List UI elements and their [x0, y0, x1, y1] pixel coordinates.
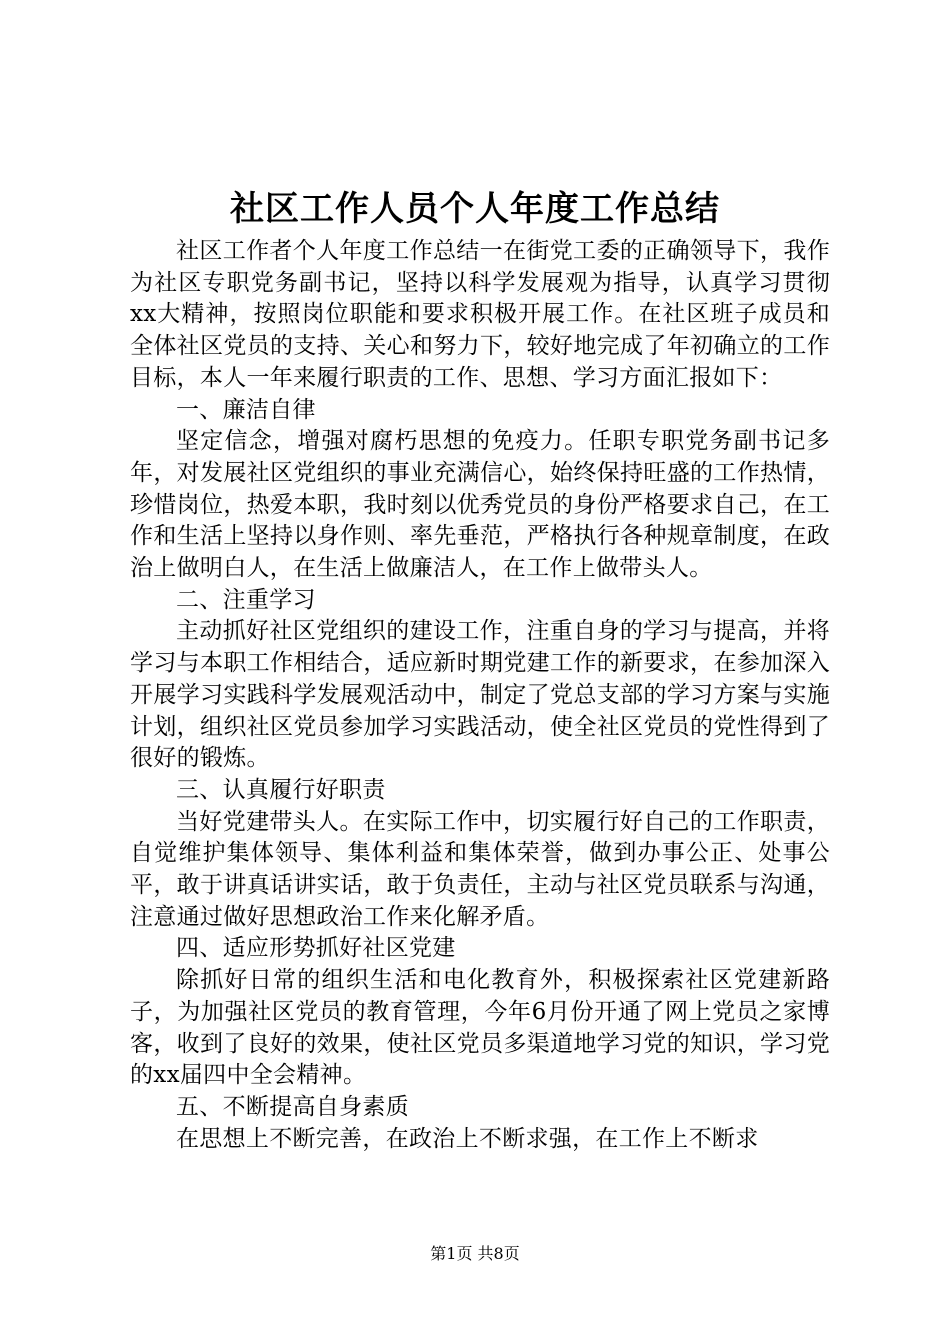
section-paragraph-1: 坚定信念，增强对腐朽思想的免疫力。任职专职党务副书记多年，对发展社区党组织的事业充满信心，始终保持旺盛的工作热情，珍惜岗位，热爱本职，我时刻以优秀党员的身份严格要求自己，在工作和生活上坚持以身作则、率先垂范，严格执行各种规章制度，在政治上做明白人，在生活上做廉洁人，在工作上做带头人。	[130, 428, 830, 582]
section-heading-4: 四、适应形势抓好社区党建	[176, 935, 456, 962]
section-paragraph-2: 主动抓好社区党组织的建设工作，注重自身的学习与提高，并将学习与本职工作相结合，适应新时期党建工作的新要求，在参加深入开展学习实践科学发展观活动中，制定了党总支部的学习方案与实施计划，组织社区党员参加学习实践活动，使全社区党员的党性得到了很好的锻炼。	[130, 618, 830, 772]
section-heading-2: 二、注重学习	[176, 586, 316, 613]
section-paragraph-3: 当好党建带头人。在实际工作中，切实履行好自己的工作职责，自觉维护集体领导、集体利益和集体荣誉，做到办事公正、处事公平，敢于讲真话讲实话，敢于负责任，主动与社区党员联系与沟通，注意通过做好思想政治工作来化解矛盾。	[130, 808, 830, 930]
section-heading-1: 一、廉洁自律	[176, 396, 316, 423]
document-title: 社区工作人员个人年度工作总结	[230, 189, 720, 229]
section-paragraph-5: 在思想上不断完善，在政治上不断求强，在工作上不断求	[176, 1125, 759, 1152]
section-heading-3: 三、认真履行好职责	[176, 776, 386, 803]
section-paragraph-4: 除抓好日常的组织生活和电化教育外，积极探索社区党建新路子，为加强社区党员的教育管理，今年6月份开通了网上党员之家博客，收到了良好的效果，使社区党员多渠道地学习党的知识，学习党的xx届四中全会精神。	[130, 967, 830, 1089]
document-body	[130, 236, 830, 1155]
intro-paragraph: 社区工作者个人年度工作总结一在街党工委的正确领导下，我作为社区专职党务副书记，坚持以科学发展观为指导，认真学习贯彻xx大精神，按照岗位职能和要求积极开展工作。在社区班子成员和全体社区党员的支持、关心和努力下，较好地完成了年初确立的工作目标，本人一年来履行职责的工作、思想、学习方面汇报如下：	[130, 238, 830, 391]
section-heading-5: 五、不断提高自身素质	[176, 1093, 409, 1120]
page-number-footer: 第1页 共8页	[430, 1244, 520, 1263]
